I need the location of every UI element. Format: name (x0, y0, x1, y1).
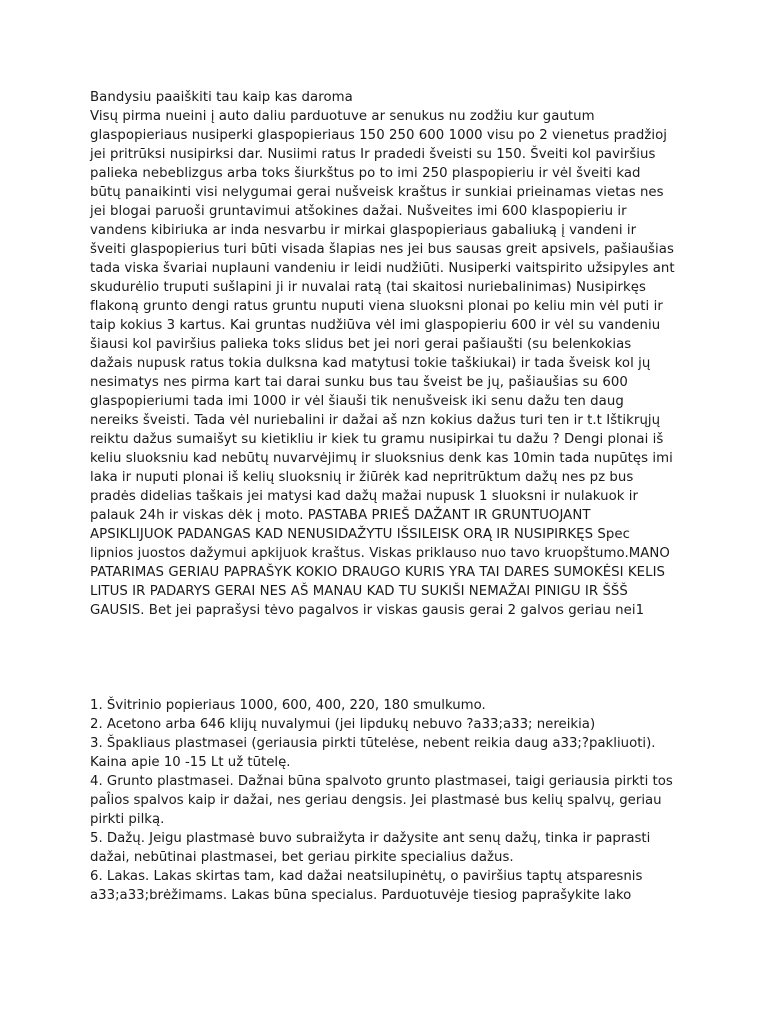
list-item: 5. Dažų. Jeigu plastmasė buvo subraižyta ir dažysite ant senų dažų, tinka ir paprasti dažai, nebūtinai plastmasei, bet geriau pirkite specialius dažus. (90, 831, 651, 865)
document-heading: Bandysiu paaiškiti tau kaip kas daroma (90, 90, 353, 105)
list-item: 4. Grunto plastmasei. Dažnai būna spalvoto grunto plastmasei, taigi geriausia pirkti tos paÎios spalvos kaip ir dažai, nes geriau dengsis. Jei plastmasė bus kelių spalvų, geriau pirkti pilką. (90, 774, 673, 827)
list-item: 1. Švitrinio popieriaus 1000, 600, 400, 220, 180 smulkumo. (90, 698, 486, 713)
section-spacer (90, 620, 675, 696)
list-item: 6. Lakas. Lakas skirtas tam, kad dažai neatsilupinėtų, o paviršius taptų atsparesnis a33;a33;brėžimams. Lakas būna specialus. Parduotuvėje tiesiog paprašykite lako (90, 869, 643, 903)
supplies-list (90, 696, 675, 905)
list-item: 3. Špakliaus plastmasei (geriausia pirkti tūtelėse, nebent reikia daug a33;?pakliuoti). Kaina apie 10 -15 Lt už tūtelę. (90, 736, 656, 770)
document-page (90, 88, 675, 905)
document-body: Visų pirma nueini į auto daliu parduotuve ar senukus nu zodžiu kur gautum glaspopieriaus nusiperki glaspopieriaus 150 250 600 1000 visu po 2 vienetus pradžioj jei pritrūksi nusipirksi dar. Nusiimi ratus Ir pradedi šveisti su 150. Šveiti kol paviršius palieka nebeblizgus arba toks šiurkštus po to imi 250 plaspopieriu ir vėl šveiti kad būtų panaikinti visi nelygumai gerai nušveisk kraštus ir sunkiai prieinamas vietas nes jei blogai paruoši gruntavimui atšokines dažai. Nušveites imi 600 klaspopieriu ir vandens kibiriuka ar inda nesvarbu ir mirkai glaspopieriaus gabaliuką į vandeni ir šveiti glaspopierius turi būti visada šlapias nes jei bus sausas greit apsivels, pašiaušias tada viska švariai nuplauni vandeniu ir leidi nudžiūti. Nusiperki vaitspirito užsipyles ant skudurėlio truputi sušlapini ji ir nuvalai ratą (tai skaitosi nuriebalinimas) Nusipirkęs flakoną grunto dengi ratus gruntu nuputi viena sluoksni plonai po keliu min vėl puti ir taip kokius 3 kartus. Kai gruntas nudžiūva vėl imi glaspopieriu 600 ir vėl su vandeniu šiausi kol paviršius palieka toks slidus bet jei nori gerai pašiaušti (su belenkokias dažais nupusk ratus tokia dulksna kad matytusi tokie taškiukai) ir tada šveisk kol jų nesimatys nes pirma kart tai darai sunku bus tau šveist be jų, pašiaušias su 600 glaspopieriumi tada imi 1000 ir vėl šiauši tik nenušveisk iki senu dažu ten daug nereiks šveisti. Tada vėl nuriebalini ir dažai aš nzn kokius dažus turi ten ir t.t Ištikrųjų reiktu dažus sumaišyt su kietikliu ir kiek tu gramu nusipirkai tu dažu ? Dengi plonai iš keliu sluoksniu kad nebūtų nuvarvėjimų ir sluoksnius denk kas 10min tada nupūtęs imi laka ir nuputi plonai iš kelių sluoksnių ir žiūrėk kad nepritrūktum dažų nes pz bus pradės didelias taškais jei matysi kad dažų mažai nupusk 1 sluoksni ir nulakuok ir palauk 24h ir viskas dėk į moto. PASTABA PRIEŠ DAŽANT IR GRUNTUOJANT APSIKLIJUOK PADANGAS KAD NENUSIDAŽYTU IŠSILEISK ORĄ IR NUSIPIRKĘS Spec lipnios juostos dažymui apkijuok kraštus. Viskas priklauso nuo tavo kruopštumo.MANO PATARIMAS GERIAU PAPRAŠYK KOKIO DRAUGO KURIS YRA TAI DARES SUMOKĖSI KELIS LITUS IR PADARYS GERAI NES AŠ MANAU KAD TU SUKIŠI NEMAŽAI PINIGU IR ŠŠŠ GAUSIS. Bet jei paprašysi tėvo pagalvos ir viskas gausis gerai 2 galvos geriau nei1 (90, 109, 675, 618)
list-item: 2. Acetono arba 646 klijų nuvalymui (jei lipdukų nebuvo ?a33;a33; nereikia) (90, 717, 596, 732)
